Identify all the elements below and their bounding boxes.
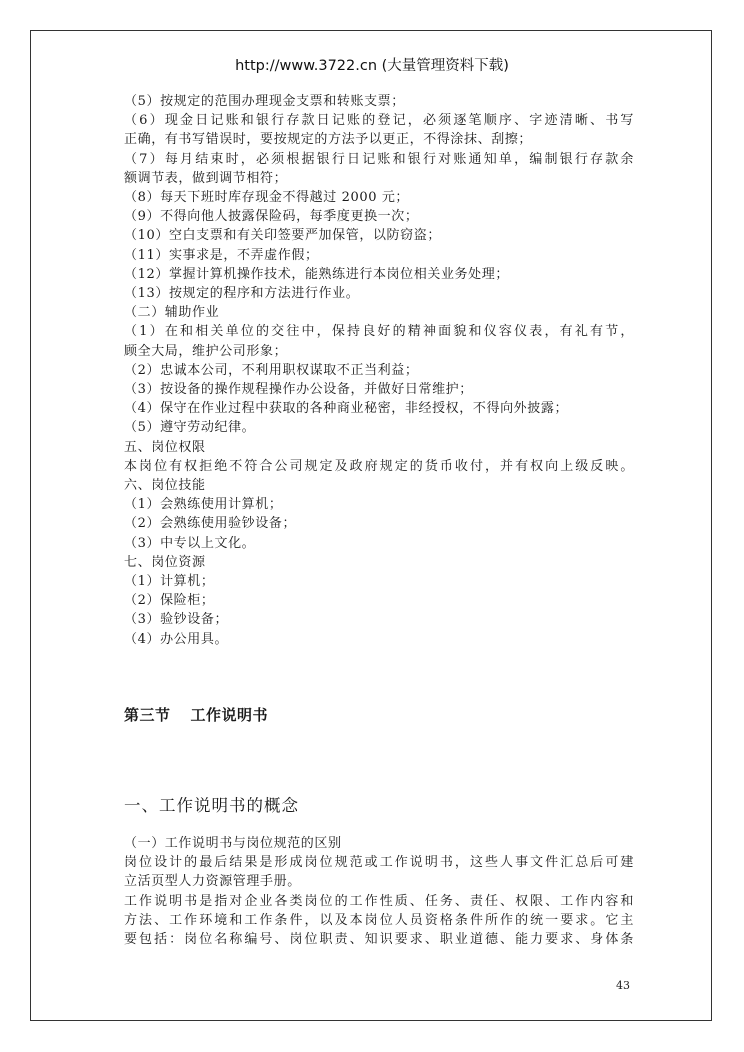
text-line: （3）中专以上文化。 bbox=[124, 535, 256, 551]
page-number: 43 bbox=[616, 979, 630, 992]
text-line: 正确，有书写错误时，要按规定的方法予以更正，不得涂抹、刮擦； bbox=[124, 132, 533, 148]
text-line: 七、岗位资源 bbox=[124, 554, 206, 570]
text-line: （3）验钞设备； bbox=[124, 612, 229, 628]
text-line: （12）掌握计算机操作技术，能熟练进行本岗位相关业务处理； bbox=[124, 266, 509, 282]
text-line: 顾全大局，维护公司形象； bbox=[124, 343, 288, 359]
text-line: （1）会熟练使用计算机； bbox=[124, 497, 283, 513]
body-text-block-2 bbox=[124, 834, 634, 949]
text-line: 方法、工作环境和工作条件，以及本岗位人员资格条件所作的统一要求。它主 bbox=[124, 912, 634, 928]
subheading: 一、工作说明书的概念 bbox=[124, 796, 299, 815]
text-line: （7）每月结束时，必须根据银行日记账和银行对账通知单，编制银行存款余 bbox=[124, 151, 634, 167]
text-line: 工作说明书是指对企业各类岗位的工作性质、任务、责任、权限、工作内容和 bbox=[124, 893, 634, 909]
text-line: 额调节表，做到调节相符； bbox=[124, 170, 288, 186]
text-line: （1）在和相关单位的交往中，保持良好的精神面貌和仪容仪表，有礼有节， bbox=[124, 324, 634, 340]
text-line: 五、岗位权限 bbox=[124, 439, 206, 455]
text-line: （4）办公用具。 bbox=[124, 631, 229, 647]
text-line: 要包括：岗位名称编号、岗位职责、知识要求、职业道德、能力要求、身体条 bbox=[124, 932, 634, 948]
text-line: 岗位设计的最后结果是形成岗位规范或工作说明书，这些人事文件汇总后可建 bbox=[124, 855, 634, 871]
text-line: （4）保守在作业过程中获取的各种商业秘密，非经授权，不得向外披露； bbox=[124, 401, 569, 417]
text-line: （11）实事求是，不弄虚作假； bbox=[124, 247, 319, 263]
text-line: （2）忠诚本公司，不利用职权谋取不正当利益； bbox=[124, 362, 419, 378]
text-line: （9）不得向他人披露保险码，每季度更换一次； bbox=[124, 209, 419, 225]
text-line: （10）空白支票和有关印签要严加保管，以防窃盗； bbox=[124, 228, 441, 244]
text-line: 本岗位有权拒绝不符合公司规定及政府规定的货币收付，并有权向上级反映。 bbox=[124, 458, 634, 474]
section-title: 工作说明书 bbox=[190, 706, 269, 724]
text-line: （二）辅助作业 bbox=[124, 305, 220, 321]
text-line: （2）会熟练使用验钞设备； bbox=[124, 516, 297, 532]
text-line: （3）按设备的操作规程操作办公设备，并做好日常维护； bbox=[124, 382, 473, 398]
section-heading bbox=[124, 704, 268, 725]
text-line: （8）每天下班时库存现金不得越过 2000 元； bbox=[124, 190, 410, 206]
text-line: 六、岗位技能 bbox=[124, 478, 206, 494]
text-line: 立活页型人力资源管理手册。 bbox=[124, 874, 301, 890]
text-line: （一）工作说明书与岗位规范的区别 bbox=[124, 836, 342, 851]
text-line: （13）按规定的程序和方法进行作业。 bbox=[124, 286, 360, 302]
text-line: （5）按规定的范围办理现金支票和转账支票； bbox=[124, 94, 405, 109]
text-line: （6）现金日记账和银行存款日记账的登记，必须逐笔顺序、字迹清晰、书写 bbox=[124, 113, 634, 129]
section-number: 第三节 bbox=[124, 706, 171, 724]
text-line: （5）遵守劳动纪律。 bbox=[124, 420, 256, 436]
text-line: （2）保险柜； bbox=[124, 593, 215, 609]
body-text-block bbox=[124, 92, 634, 649]
page-header-url: http://www.3722.cn (大量管理资料下载) bbox=[235, 58, 509, 74]
text-line: （1）计算机； bbox=[124, 574, 215, 590]
